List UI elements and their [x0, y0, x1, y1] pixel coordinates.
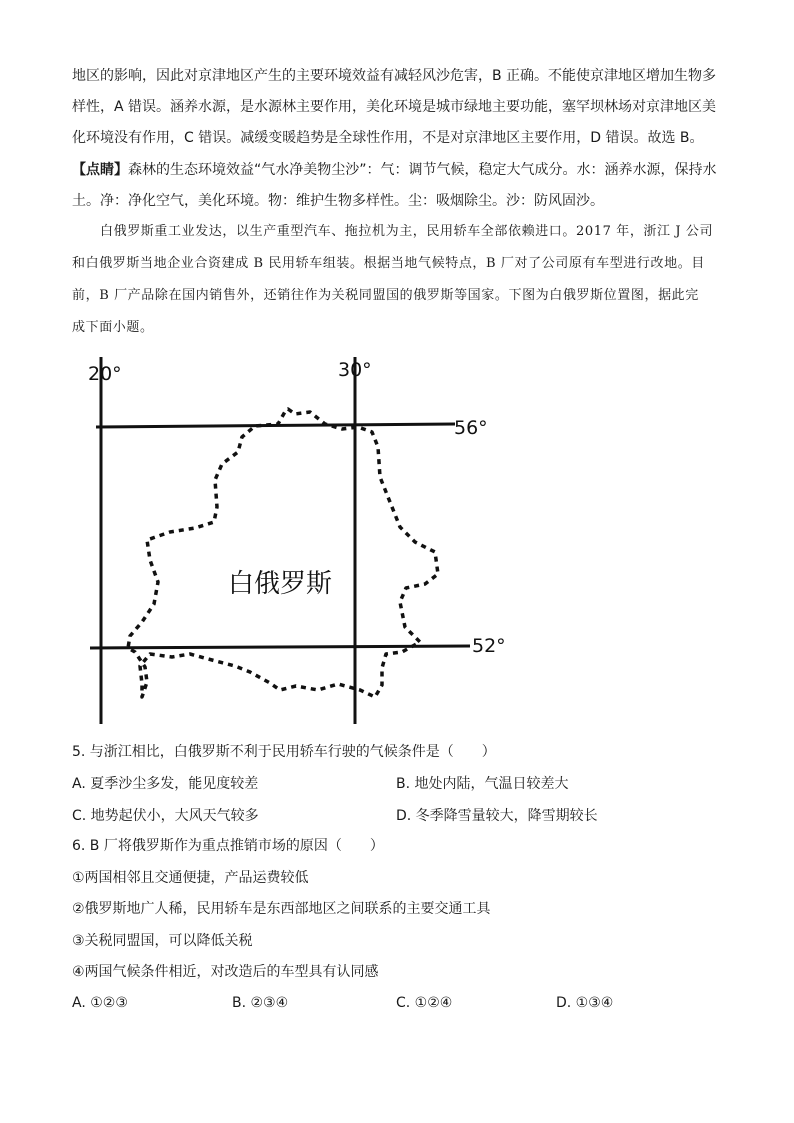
- label-lon-30: 30°: [338, 359, 372, 381]
- label-lat-52: 52°: [472, 635, 506, 657]
- q6-item-1: ①两国相邻且交通便捷，产品运费较低: [72, 870, 309, 886]
- q6-stem: 6. B 厂将俄罗斯作为重点推销市场的原因（ ）: [72, 838, 384, 854]
- latitude-56-line: [96, 424, 455, 427]
- belarus-border: [128, 409, 438, 697]
- q5-option-a[interactable]: A. 夏季沙尘多发，能见度较差: [72, 776, 259, 792]
- explanation-line-1: 地区的影响，因此对京津地区产生的主要环境效益有减轻风沙危害，B 正确。不能使京津地区增加生物多: [72, 68, 717, 84]
- explanation-line-2: 样性，A 错误。涵养水源，是水源林主要作用，美化环境是城市绿地主要功能，塞罕坝林场对京津地区美: [72, 99, 717, 115]
- q6-item-3: ③关税同盟国，可以降低关税: [72, 933, 253, 949]
- tip-text-1: 森林的生态环境效益“气水净美物尘沙”：气：调节气候，稳定大气成分。水：涵养水源，保持水: [128, 162, 717, 178]
- q6-option-c[interactable]: C. ①②④: [396, 995, 453, 1011]
- explanation-line-3: 化环境没有作用，C 错误。减缓变暖趋势是全球性作用，不是对京津地区主要作用，D 错误。故选 B。: [72, 130, 704, 146]
- tip-line-1: [72, 160, 732, 180]
- material-line-2: 和白俄罗斯当地企业合资建成 B 民用轿车组装。根据当地气候特点，B 厂对了公司原有车型进行改地。目: [72, 256, 705, 271]
- q5-option-d[interactable]: D. 冬季降雪量较大，降雪期较长: [396, 808, 598, 824]
- material-line-4: 成下面小题。: [72, 320, 154, 335]
- tip-line-2: 土。净：净化空气，美化环境。物：维护生物多样性。尘：吸烟除尘。沙：防风固沙。: [72, 193, 604, 209]
- q5-stem: 5. 与浙江相比，白俄罗斯不利于民用轿车行驶的气候条件是（ ）: [72, 744, 496, 760]
- label-lat-56: 56°: [454, 417, 488, 439]
- q6-item-4: ④两国气候条件相近，对改造后的车型具有认同感: [72, 964, 379, 980]
- material-line-3: 前，B 厂产品除在国内销售外，还销往作为关税同盟国的俄罗斯等国家。下图为白俄罗斯位置图，据此完: [72, 288, 699, 303]
- q6-option-d[interactable]: D. ①③④: [556, 995, 614, 1011]
- q6-item-2: ②俄罗斯地广人稀，民用轿车是东西部地区之间联系的主要交通工具: [72, 901, 491, 917]
- q5-option-b[interactable]: B. 地处内陆，气温日较差大: [396, 776, 569, 792]
- q5-option-c[interactable]: C. 地势起伏小，大风天气较多: [72, 808, 259, 824]
- label-lon-20: 20°: [88, 363, 122, 385]
- tip-tag: 【点睛】: [72, 162, 128, 178]
- q6-option-a[interactable]: A. ①②③: [72, 995, 128, 1011]
- q6-option-b[interactable]: B. ②③④: [232, 995, 289, 1011]
- material-line-1: 白俄罗斯重工业发达，以生产重型汽车、拖拉机为主，民用轿车全部依赖进口。2017 年，浙江 J 公司: [100, 224, 714, 239]
- label-country: 白俄罗斯: [228, 569, 333, 599]
- belarus-location-map: [80, 352, 520, 732]
